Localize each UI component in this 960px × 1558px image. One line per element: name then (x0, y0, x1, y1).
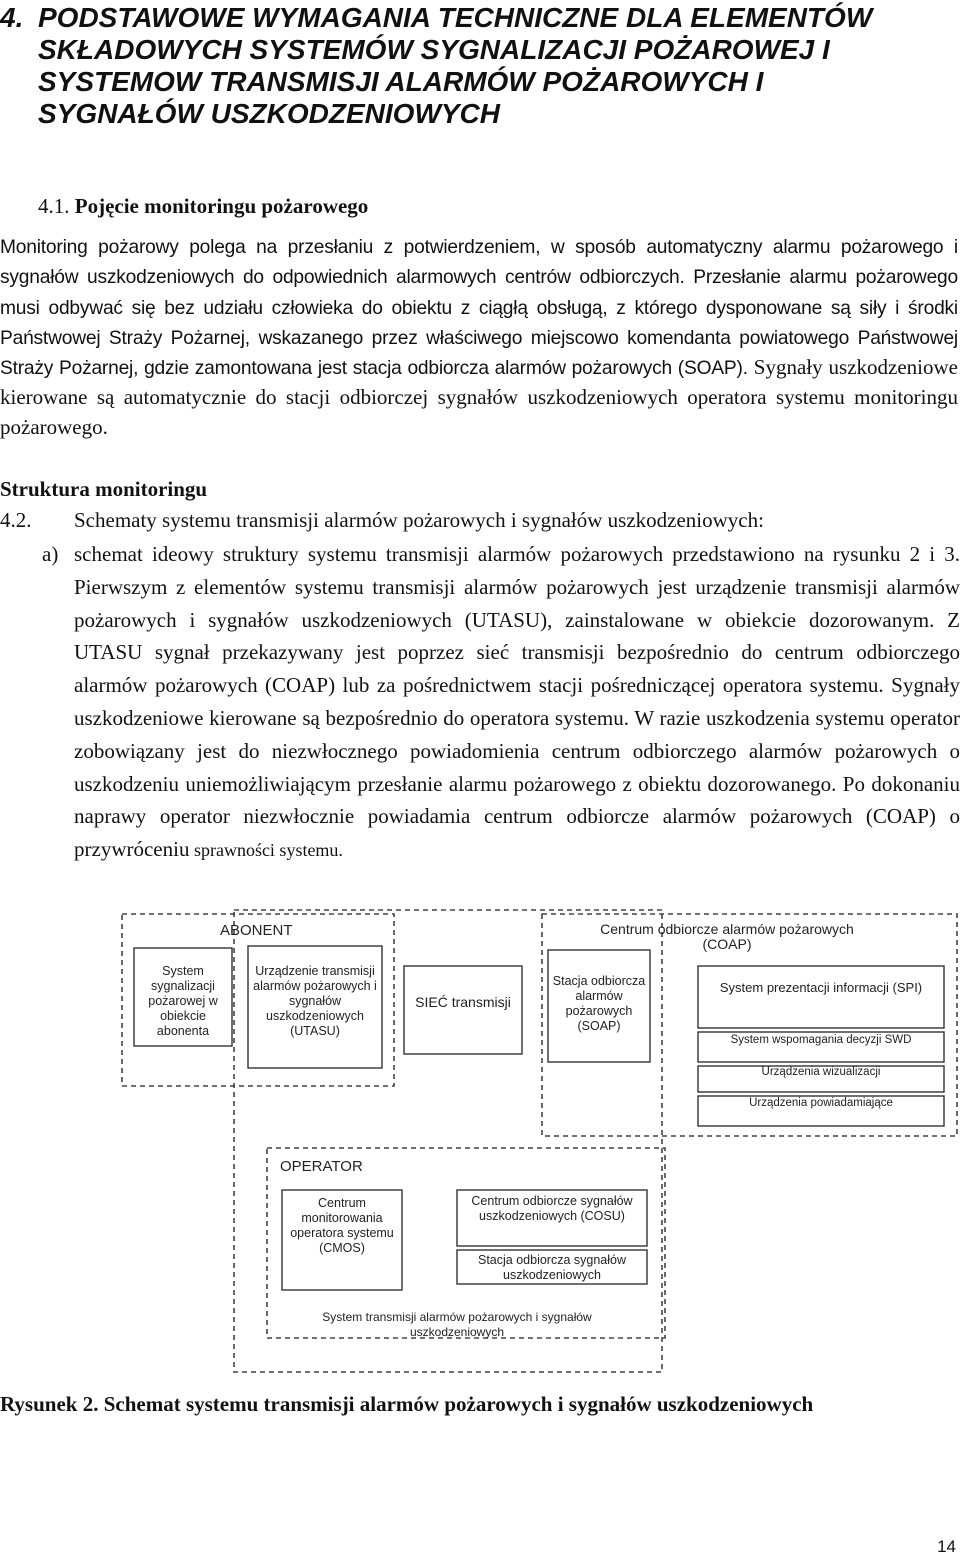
list-item-tail: sprawności systemu. (189, 840, 343, 861)
list-item-a (40, 538, 960, 867)
stacja-uszk-label: Stacja odbiorcza sygnałów uszkodzeniowych (478, 1253, 626, 1282)
list-item-body: schemat ideowy struktury systemu transmisji alarmów pożarowych przedstawiono na rysunku 2 i 3. Pierwszym z elementów systemu transmisji alarmów pożarowych jest urządzenie transmisji alarmów pożarowych i sygnałów uszkodzeniowych (UTASU), zainstalowane w obiekcie dozorowanym. Z UTASU sygnał przekazywany jest poprzez sieć transmisji bezpośrednio do centrum odbiorczego alarmów pożarowych (COAP) lub za pośrednictwem stacji pośredniczącej operatora systemu. Sygnały uszkodzeniowe kierowane są bezpośrednio do operatora systemu. W razie uszkodzenia systemu operator zobowiązany jest do niezwłocznego powiadomienia centrum odbiorczego alarmów pożarowych o uszkodzeniu uniemożliwiającym przesłanie alarmu pożarowego z obiektu dozorowanego. Po dokonaniu naprawy operator niezwłocznie powiadamia centrum odbiorcze alarmów pożarowych (COAP) o przywróceniu (74, 542, 960, 862)
paragraph-text-sans: Monitoring pożarowy polega na przesłaniu z potwierdzeniem, w sposób automatyczny alarmu pożarowego i sygnałów uszkodzeniowych do odpowiednich alarmowych centrów odbiorczych. Przesłanie alarmu pożarowego musi odbywać się bez udziału człowieka do obiektu z ciągłą obsługą, z którego dysponowane są siły i środki Państwowej Straży Pożarnej, wskazanego przez właściwego miejscowo komendanta powiatowego Państwowej Straży Pożarnej, gdzie zamontowana jest stacja odbiorcza alarmów pożarowych (SOAP). (0, 237, 958, 380)
chapter-title-line: SYSTEMOW TRANSMISJI ALARMÓW POŻAROWYCH I (38, 66, 764, 97)
network-label: SIEĆ transmisji (415, 994, 511, 1010)
list-marker: a) (42, 542, 59, 566)
soap-label: Stacja odbiorcza alarmów pożarowych (SOAP) (552, 974, 646, 1033)
spi-box (698, 966, 944, 1028)
figure-caption: Rysunek 2. Schemat systemu transmisji alarmów pożarowych i sygnałów uszkodzeniowych (0, 1392, 814, 1416)
cosu-label: Centrum odbiorcze sygnałów uszkodzeniowych (COSU) (471, 1194, 633, 1223)
coap-title (552, 922, 902, 952)
chapter-title-line: SYGNAŁÓW USZKODZENIOWYCH (38, 98, 500, 129)
operator-title: OPERATOR (280, 1158, 363, 1175)
chapter-number: 4. (0, 2, 24, 33)
section-title: Pojęcie monitoringu pożarowego (74, 194, 369, 218)
page-number: 14 (937, 1537, 956, 1556)
coap-title-line: Centrum odbiorcze alarmów pożarowych (600, 921, 854, 937)
chapter-title (0, 2, 950, 130)
powiadamiajace-label: Urządzenia powiadamiające (749, 1097, 893, 1109)
coap-title-abbr: (COAP) (702, 936, 752, 952)
spi-label: System prezentacji informacji (SPI) (719, 980, 923, 995)
system-label: System transmisji alarmów pożarowych i sygnałów uszkodzeniowych (322, 1310, 592, 1339)
diagram-lines (112, 908, 960, 1378)
list-item-text (74, 538, 960, 867)
chapter-title-line: PODSTAWOWE WYMAGANIA TECHNICZNE DLA ELEMENTÓW (38, 2, 873, 33)
intro-paragraph (0, 232, 958, 442)
wizualizacja-label: Urządzenia wizualizacji (761, 1066, 881, 1078)
item-number: 4.2. (0, 508, 32, 532)
item-title: Schematy systemu transmisji alarmów pożarowych i sygnałów uszkodzeniowych: (74, 508, 764, 532)
monitoring-diagram (112, 908, 960, 1378)
paragraph-text-serif: Sygnały uszkodzeniowe kierowane są automatycznie do stacji odbiorczej sygnałów uszkodzeniowych operatora systemu monitoringu pożarowego. (0, 355, 958, 439)
subheading-structure: Struktura monitoringu (0, 477, 208, 501)
section-number: 4.1. (38, 194, 70, 218)
swd-label: System wspomagania decyzji SWD (730, 1034, 912, 1046)
item-heading (0, 506, 764, 534)
section-heading (38, 192, 368, 220)
utasu-label: Urządzenie transmisji alarmów pożarowych i sygnałów uszkodzeniowych (UTASU) (253, 964, 377, 1038)
chapter-title-line: SKŁADOWYCH SYSTEMÓW SYGNALIZACJI POŻAROWEJ I (38, 34, 830, 65)
cmos-label: Centrum monitorowania operatora systemu (CMOS) (290, 1196, 394, 1255)
ssp-label: System sygnalizacji pożarowej w obiekcie abonenta (148, 964, 218, 1038)
abonent-title: ABONENT (220, 922, 293, 939)
